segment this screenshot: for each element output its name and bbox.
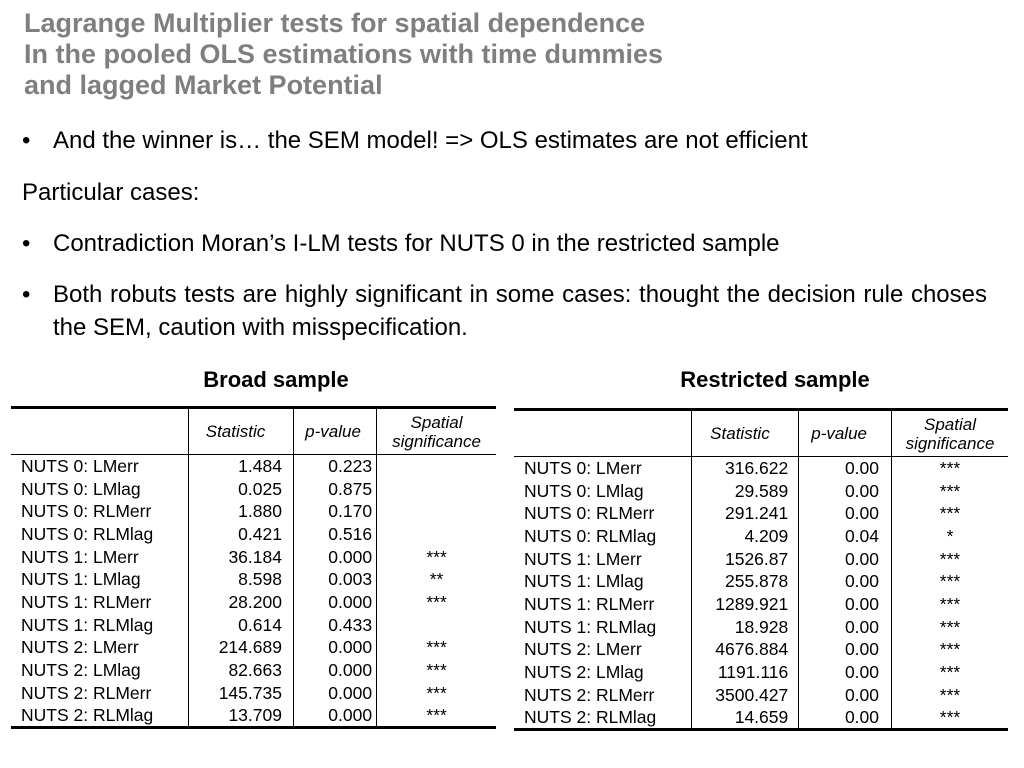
restricted-sample-title: Restricted sample bbox=[680, 367, 870, 392]
row-significance: *** bbox=[939, 548, 961, 569]
row-pvalue: 0.00 bbox=[799, 593, 892, 616]
row-label: NUTS 0: RLMerr bbox=[11, 500, 189, 523]
row-pvalue: 0.00 bbox=[799, 661, 892, 684]
row-significance: *** bbox=[426, 682, 447, 703]
row-pvalue: 0.00 bbox=[799, 570, 892, 593]
row-label: NUTS 2: RLMerr bbox=[514, 683, 691, 706]
row-pvalue: 0.875 bbox=[293, 477, 376, 500]
row-pvalue: 0.00 bbox=[799, 457, 892, 480]
bullet-text: Both robuts tests are highly significant in some cases: thought the decision rule choses the SEM, caution with misspecification. bbox=[53, 281, 987, 341]
header-statistic: Statistic bbox=[189, 408, 294, 455]
header-statistic: Statistic bbox=[691, 410, 799, 457]
row-statistic: 14.659 bbox=[691, 706, 799, 730]
broad-sample-title: Broad sample bbox=[203, 367, 349, 392]
table-row bbox=[514, 502, 1008, 525]
row-statistic: 1526.87 bbox=[691, 547, 799, 570]
row-significance bbox=[377, 613, 496, 636]
row-label: NUTS 2: LMerr bbox=[514, 638, 691, 661]
row-pvalue: 0.433 bbox=[293, 613, 376, 636]
row-label: NUTS 0: RLMerr bbox=[514, 502, 691, 525]
row-significance bbox=[377, 523, 496, 546]
header-label bbox=[514, 410, 691, 457]
row-pvalue: 0.516 bbox=[293, 523, 376, 546]
header-significance: Spatial significance bbox=[377, 408, 496, 455]
row-pvalue: 0.00 bbox=[799, 547, 892, 570]
row-statistic: 4676.884 bbox=[691, 638, 799, 661]
row-pvalue: 0.00 bbox=[799, 615, 892, 638]
row-significance: ** bbox=[429, 569, 444, 590]
table-row bbox=[11, 636, 496, 659]
row-statistic: 145.735 bbox=[189, 681, 294, 704]
header-significance: Spatial significance bbox=[892, 410, 1009, 457]
row-significance: *** bbox=[939, 480, 961, 501]
row-label: NUTS 1: LMlag bbox=[11, 568, 189, 591]
row-statistic: 0.614 bbox=[189, 613, 294, 636]
bullet-contradiction bbox=[22, 227, 992, 260]
row-pvalue: 0.170 bbox=[293, 500, 376, 523]
row-statistic: 82.663 bbox=[189, 659, 294, 682]
row-statistic: 0.421 bbox=[189, 523, 294, 546]
bullet-winner bbox=[22, 124, 992, 157]
row-pvalue: 0.000 bbox=[293, 591, 376, 614]
table-row bbox=[514, 593, 1008, 616]
row-pvalue: 0.000 bbox=[293, 659, 376, 682]
bullet-text: And the winner is… the SEM model! => OLS estimates are not efficient bbox=[53, 127, 808, 154]
row-label: NUTS 2: RLMlag bbox=[514, 706, 691, 730]
row-label: NUTS 1: LMlag bbox=[514, 570, 691, 593]
table-header-row bbox=[11, 408, 496, 455]
row-significance: *** bbox=[426, 660, 447, 681]
row-significance: *** bbox=[939, 458, 961, 479]
row-pvalue: 0.000 bbox=[293, 681, 376, 704]
restricted-sample-table bbox=[514, 408, 1008, 731]
table-header-row bbox=[514, 410, 1008, 457]
table-row bbox=[11, 704, 496, 728]
row-significance: *** bbox=[939, 707, 961, 728]
row-pvalue: 0.04 bbox=[799, 525, 892, 548]
row-label: NUTS 2: RLMlag bbox=[11, 704, 189, 728]
row-pvalue: 0.223 bbox=[293, 455, 376, 478]
row-statistic: 316.622 bbox=[691, 457, 799, 480]
title-line-2: In the pooled OLS estimations with time dummies bbox=[24, 39, 664, 69]
row-statistic: 4.209 bbox=[691, 525, 799, 548]
table-row bbox=[514, 457, 1008, 480]
row-pvalue: 0.000 bbox=[293, 545, 376, 568]
row-significance: *** bbox=[939, 593, 961, 614]
row-label: NUTS 2: LMlag bbox=[11, 659, 189, 682]
row-statistic: 255.878 bbox=[691, 570, 799, 593]
table-row bbox=[11, 613, 496, 636]
table-row bbox=[514, 547, 1008, 570]
table-row bbox=[514, 638, 1008, 661]
table-row bbox=[11, 591, 496, 614]
row-significance: *** bbox=[426, 546, 447, 567]
row-significance: *** bbox=[939, 503, 961, 524]
row-pvalue: 0.00 bbox=[799, 502, 892, 525]
row-pvalue: 0.000 bbox=[293, 704, 376, 728]
row-statistic: 1.484 bbox=[189, 455, 294, 478]
slide-title bbox=[24, 8, 663, 101]
table-row bbox=[11, 500, 496, 523]
row-statistic: 1289.921 bbox=[691, 593, 799, 616]
table-row bbox=[11, 659, 496, 682]
header-label bbox=[11, 408, 189, 455]
row-statistic: 8.598 bbox=[189, 568, 294, 591]
row-significance: *** bbox=[939, 639, 961, 660]
bullet-text: Contradiction Moran’s I-LM tests for NUTS 0 in the restricted sample bbox=[53, 230, 780, 257]
row-label: NUTS 2: RLMerr bbox=[11, 681, 189, 704]
table-row bbox=[514, 525, 1008, 548]
row-pvalue: 0.003 bbox=[293, 568, 376, 591]
row-label: NUTS 0: RLMlag bbox=[514, 525, 691, 548]
row-label: NUTS 0: LMlag bbox=[11, 477, 189, 500]
row-statistic: 36.184 bbox=[189, 545, 294, 568]
row-significance: *** bbox=[426, 705, 447, 726]
row-statistic: 214.689 bbox=[189, 636, 294, 659]
row-significance bbox=[377, 477, 496, 500]
broad-sample-table bbox=[11, 406, 496, 729]
table-row bbox=[11, 523, 496, 546]
row-statistic: 29.589 bbox=[691, 479, 799, 502]
table-row bbox=[11, 477, 496, 500]
row-statistic: 0.025 bbox=[189, 477, 294, 500]
table-row bbox=[514, 661, 1008, 684]
row-pvalue: 0.00 bbox=[799, 706, 892, 730]
bullet-robust-tests bbox=[22, 278, 987, 344]
row-pvalue: 0.00 bbox=[799, 638, 892, 661]
table-row bbox=[11, 681, 496, 704]
row-label: NUTS 0: LMerr bbox=[11, 455, 189, 478]
row-label: NUTS 1: RLMerr bbox=[514, 593, 691, 616]
table-row bbox=[11, 455, 496, 478]
table-row bbox=[514, 706, 1008, 730]
row-statistic: 1.880 bbox=[189, 500, 294, 523]
bullet-icon: • bbox=[22, 230, 31, 257]
row-statistic: 291.241 bbox=[691, 502, 799, 525]
table-row bbox=[11, 545, 496, 568]
row-significance bbox=[377, 455, 496, 478]
bullet-icon: • bbox=[22, 127, 31, 154]
row-label: NUTS 2: LMlag bbox=[514, 661, 691, 684]
row-label: NUTS 1: LMerr bbox=[514, 547, 691, 570]
row-significance: * bbox=[946, 525, 954, 546]
row-label: NUTS 1: RLMlag bbox=[11, 613, 189, 636]
row-pvalue: 0.00 bbox=[799, 479, 892, 502]
row-pvalue: 0.000 bbox=[293, 636, 376, 659]
row-label: NUTS 0: LMerr bbox=[514, 457, 691, 480]
row-label: NUTS 0: LMlag bbox=[514, 479, 691, 502]
row-label: NUTS 2: LMerr bbox=[11, 636, 189, 659]
row-significance: *** bbox=[426, 637, 447, 658]
row-pvalue: 0.00 bbox=[799, 683, 892, 706]
row-significance: *** bbox=[939, 662, 961, 683]
row-significance: *** bbox=[426, 591, 447, 612]
row-statistic: 3500.427 bbox=[691, 683, 799, 706]
row-significance: *** bbox=[939, 616, 961, 637]
row-significance bbox=[377, 500, 496, 523]
row-label: NUTS 0: RLMlag bbox=[11, 523, 189, 546]
row-statistic: 18.928 bbox=[691, 615, 799, 638]
row-significance: *** bbox=[939, 571, 961, 592]
row-label: NUTS 1: RLMlag bbox=[514, 615, 691, 638]
row-label: NUTS 1: LMerr bbox=[11, 545, 189, 568]
header-pvalue: p-value bbox=[293, 408, 376, 455]
table-row bbox=[514, 615, 1008, 638]
table-row bbox=[11, 568, 496, 591]
table-row bbox=[514, 683, 1008, 706]
table-row bbox=[514, 479, 1008, 502]
row-statistic: 1191.116 bbox=[691, 661, 799, 684]
row-statistic: 13.709 bbox=[189, 704, 294, 728]
title-line-3: and lagged Market Potential bbox=[24, 70, 383, 100]
table-row bbox=[514, 570, 1008, 593]
row-statistic: 28.200 bbox=[189, 591, 294, 614]
bullet-icon: • bbox=[22, 281, 31, 308]
header-pvalue: p-value bbox=[799, 410, 892, 457]
row-significance: *** bbox=[939, 684, 961, 705]
title-line-1: Lagrange Multiplier tests for spatial dependence bbox=[24, 8, 646, 38]
row-label: NUTS 1: RLMerr bbox=[11, 591, 189, 614]
particular-cases-heading: Particular cases: bbox=[22, 179, 200, 206]
